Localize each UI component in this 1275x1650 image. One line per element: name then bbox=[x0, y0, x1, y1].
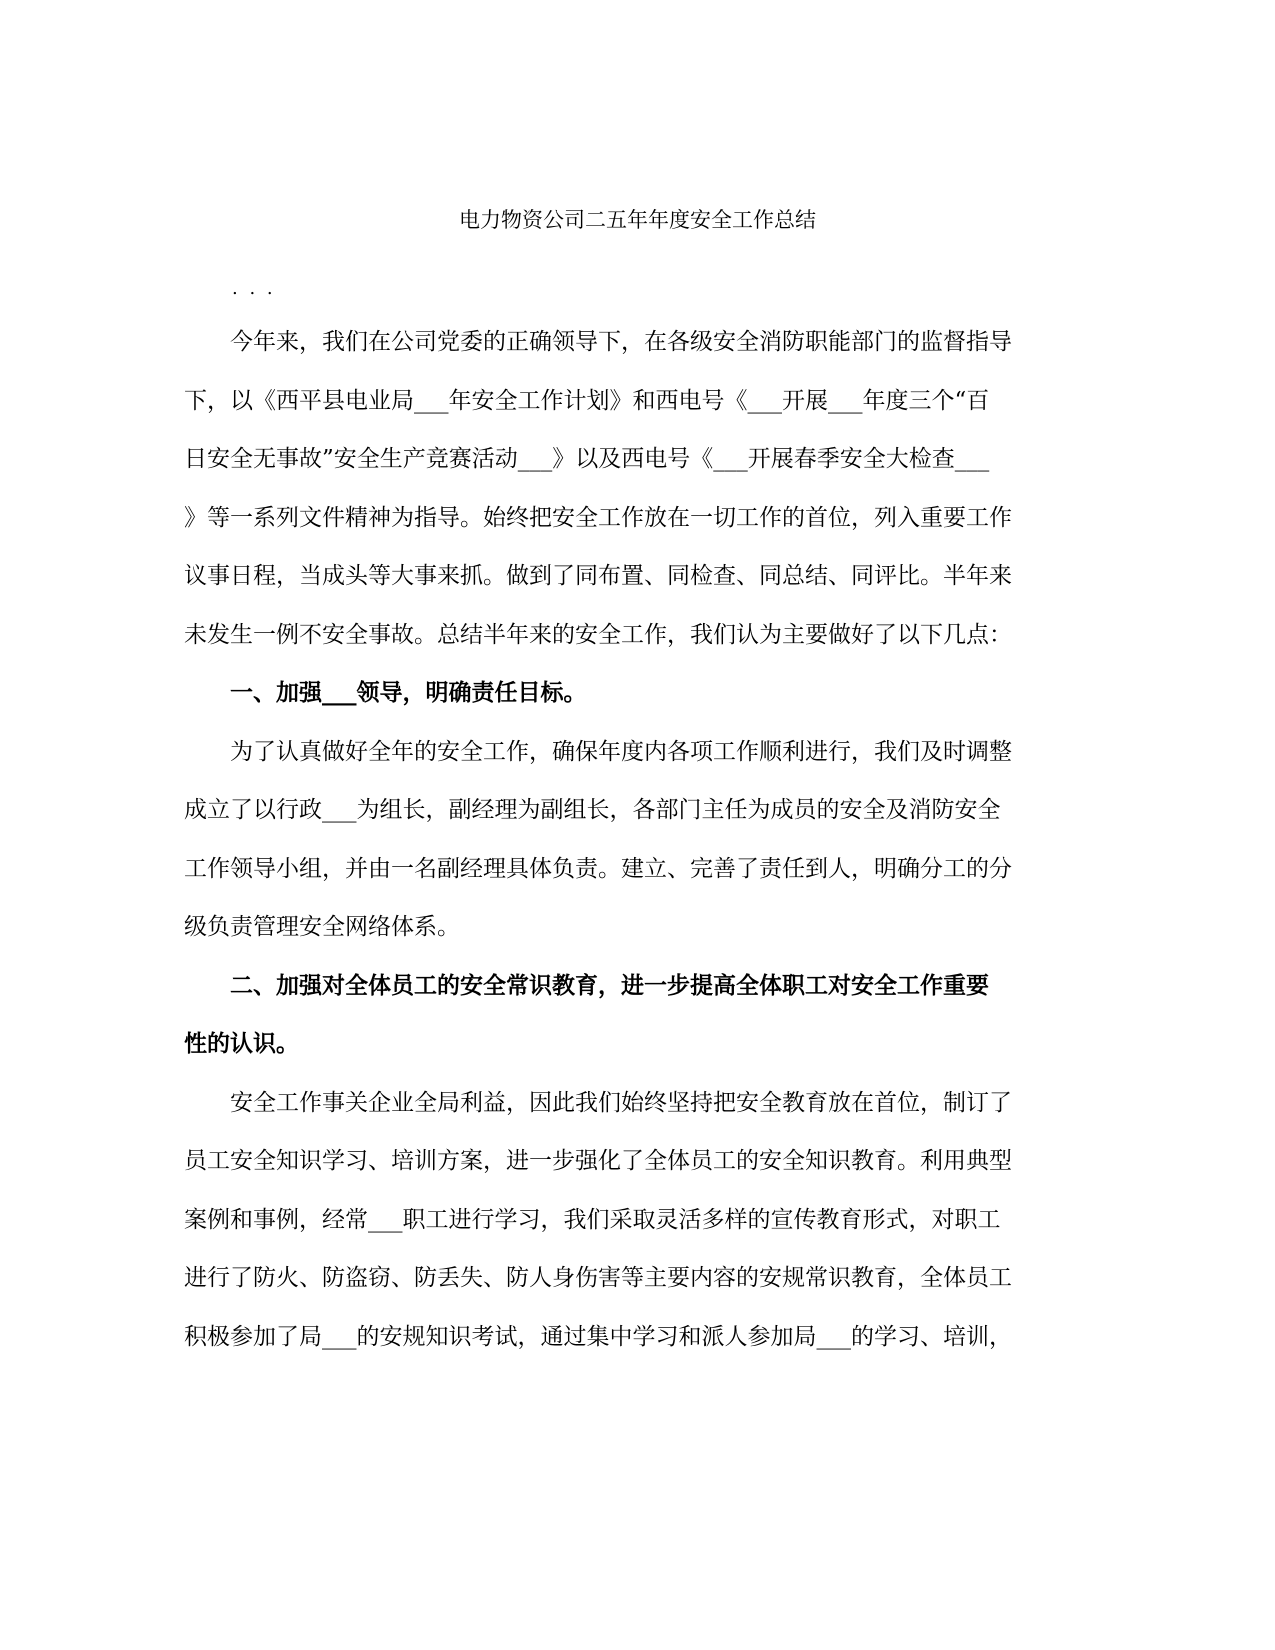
body-line: 员工安全知识学习、培训方案，进一步强化了全体员工的安全知识教育。利用典型 bbox=[184, 1148, 1012, 1174]
body-line: 日安全无事故”安全生产竞赛活动___》以及西电号《___开展春季安全大检查___ bbox=[184, 446, 990, 472]
body-line: 进行了防火、防盗窃、防丢失、防人身伤害等主要内容的安规常识教育，全体员工 bbox=[184, 1265, 1012, 1291]
body-line: 今年来，我们在公司党委的正确领导下，在各级安全消防职能部门的监督指导 bbox=[230, 329, 1012, 355]
document-title: 电力物资公司二五年年度安全工作总结 bbox=[459, 208, 816, 232]
body-line: 》等一系列文件精神为指导。始终把安全工作放在一切工作的首位，列入重要工作 bbox=[184, 504, 1012, 531]
ellipsis-marker: . . . bbox=[232, 278, 276, 299]
body-line: 级负责管理安全网络体系。 bbox=[184, 914, 460, 940]
body-line: 积极参加了局___的安规知识考试，通过集中学习和派人参加局___的学习、培训， bbox=[184, 1323, 1012, 1350]
section-heading: 性的认识。 bbox=[184, 1030, 299, 1057]
body-line: 案例和事例，经常___职工进行学习，我们采取灵活多样的宣传教育形式，对职工 bbox=[184, 1206, 1001, 1233]
body-line: 未发生一例不安全事故。总结半年来的安全工作，我们认为主要做好了以下几点： bbox=[184, 621, 1012, 648]
section-heading: 二、加强对全体员工的安全常识教育，进一步提高全体职工对安全工作重要 bbox=[230, 971, 989, 999]
section-heading: 一、加强___领导，明确责任目标。 bbox=[230, 679, 587, 706]
body-line: 议事日程，当成头等大事来抓。做到了同布置、同检查、同总结、同评比。半年来 bbox=[184, 563, 1012, 589]
body-line: 为了认真做好全年的安全工作，确保年度内各项工作顺利进行，我们及时调整 bbox=[230, 738, 1012, 765]
body-line: 成立了以行政___为组长，副经理为副组长，各部门主任为成员的安全及消防安全 bbox=[184, 797, 1001, 823]
body-line: 安全工作事关企业全局利益，因此我们始终坚持把安全教育放在首位，制订了 bbox=[230, 1089, 1012, 1116]
document-body bbox=[184, 323, 1084, 1376]
body-line: 下，以《西平县电业局___年安全工作计划》和西电号《___开展___年度三个“百 bbox=[184, 387, 990, 414]
body-line: 工作领导小组，并由一名副经理具体负责。建立、完善了责任到人，明确分工的分 bbox=[184, 855, 1012, 882]
